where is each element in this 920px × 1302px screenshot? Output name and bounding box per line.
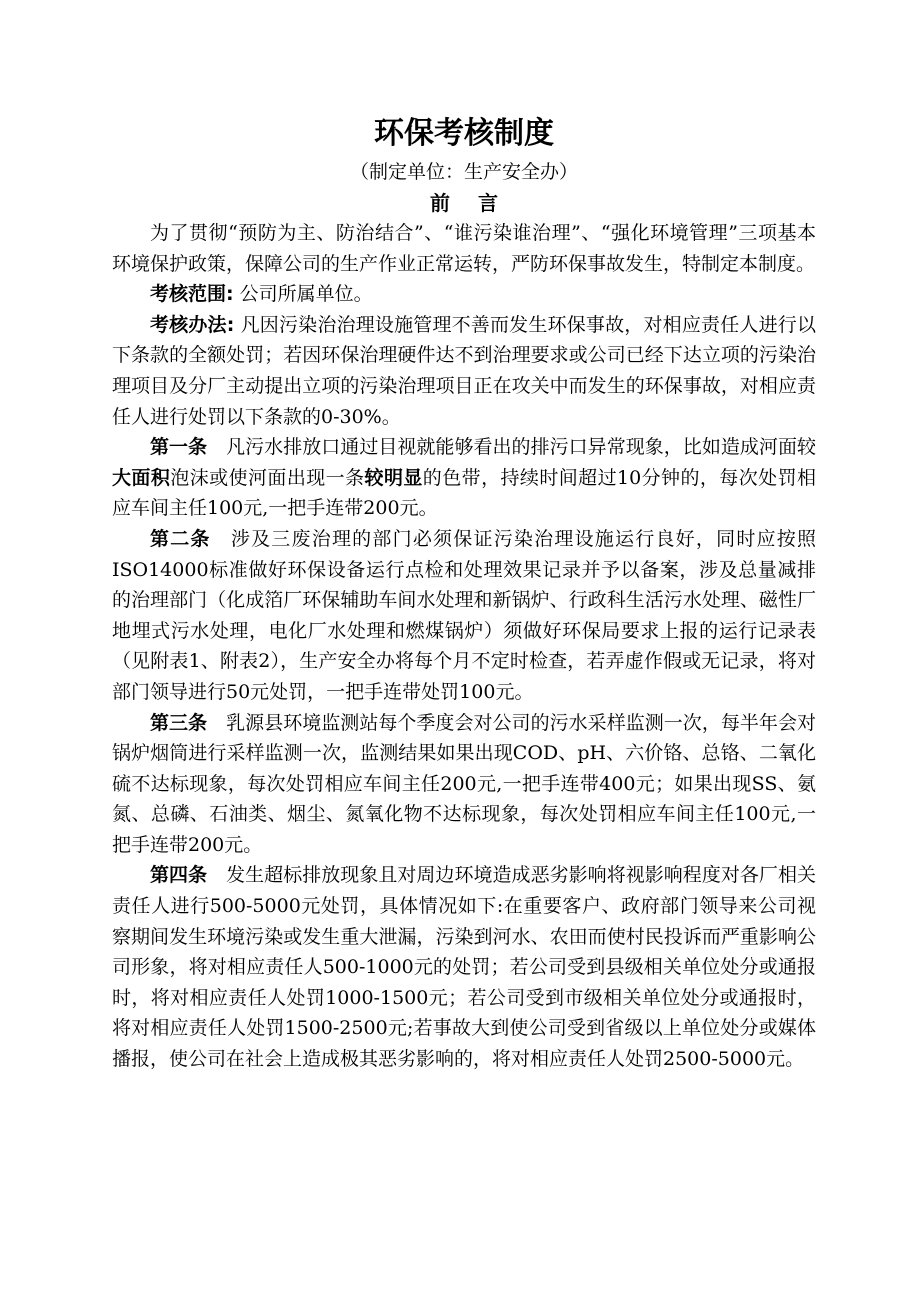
scope-label: 考核范围: [150,283,234,306]
article-2-text: 涉及三废治理的部门必须保证污染治理设施运行良好，同时应按照ISO14000标准做好环保设备运行点检和处理效果记录并予以备案，涉及总量减排的治理部门（化成箔厂环保辅助车间水处理和新锅炉、行政科生活污水处理、磁性厂地埋式污水处理，电化厂水处理和燃煤锅炉）须做好环保局要求上报的运行记录表（见附表1、附表2），生产安全办将每个月不定时检查，若弄虚作假或无记录，将对部门领导进行50元处罚，一把手连带处罚100元。 [112,527,816,703]
article-4-label: 第四条 [150,864,208,887]
article-1 [112,432,816,524]
article-3-label: 第三条 [150,711,208,734]
scope-text: 公司所属单位。 [239,283,373,306]
method-label: 考核办法: [150,313,235,336]
document-title: 环保考核制度 [374,116,554,151]
article-3 [112,708,816,861]
intro-paragraph: 为了贯彻“预防为主、防治结合”、“谁污染谁治理”、“强化环境管理”三项基本环境保护政策，保障公司的生产作业正常运转，严防环保事故发生，特制定本制度。 [112,222,816,275]
method-text: 凡因污染治治理设施管理不善而发生环保事故，对相应责任人进行以下条款的全额处罚；若因环保治理硬件达不到治理要求或公司已经下达立项的污染治理项目及分厂主动提出立项的污染治理项目正在攻关中而发生的环保事故，对相应责任人进行处罚以下条款的0-30%。 [112,313,816,428]
article-1-bold-a: 大面积 [112,466,171,489]
article-2 [112,524,816,708]
article-3-text: 乳源县环境监测站每个季度会对公司的污水采样监测一次，每半年会对锅炉烟筒进行采样监测一次，监测结果如果出现COD、pH、六价铬、总铬、二氧化硫不达标现象，每次处罚相应车间主任200元,一把手连带400元；如果出现SS、氨氮、总磷、石油类、烟尘、氮氧化物不达标现象，每次处罚相应车间主任100元,一把手连带200元。 [112,711,816,856]
article-4 [112,860,816,1074]
article-2-label: 第二条 [150,527,211,550]
article-4-text: 发生超标排放现象且对周边环境造成恶劣影响将视影响程度对各厂相关责任人进行500-5000元处罚，具体情况如下:在重要客户、政府部门领导来公司视察期间发生环境污染或发生重大泄漏，污染到河水、农田而使村民投诉而严重影响公司形象，将对相应责任人500-1000元的处罚；若公司受到县级相关单位处分或通报时，将对相应责任人处罚1000-1500元；若公司受到市级相关单位处分或通报时，将对相应责任人处罚1500-2500元;若事故大到使公司受到省级以上单位处分或媒体播报，使公司在社会上造成极其恶劣影响的，将对相应责任人处罚2500-5000元。 [112,864,816,1071]
article-1-bold-b: 较明显 [364,466,423,489]
article-1-label: 第一条 [150,436,208,459]
article-1-text-b: 泡沫或使河面出现一条 [170,466,365,489]
preface-heading: 前言 [430,191,526,215]
document-subtitle: （制定单位：生产安全办） [349,161,578,183]
scope-paragraph [112,279,816,310]
article-1-text-c: 的色带，持续时间超过10分钟的，每次处罚相应车间主任100元,一把手连带200元。 [112,466,816,520]
article-1-text-a: 凡污水排放口通过目视就能够看出的排污口异常现象，比如造成河面较 [226,436,816,459]
method-paragraph [112,310,816,432]
